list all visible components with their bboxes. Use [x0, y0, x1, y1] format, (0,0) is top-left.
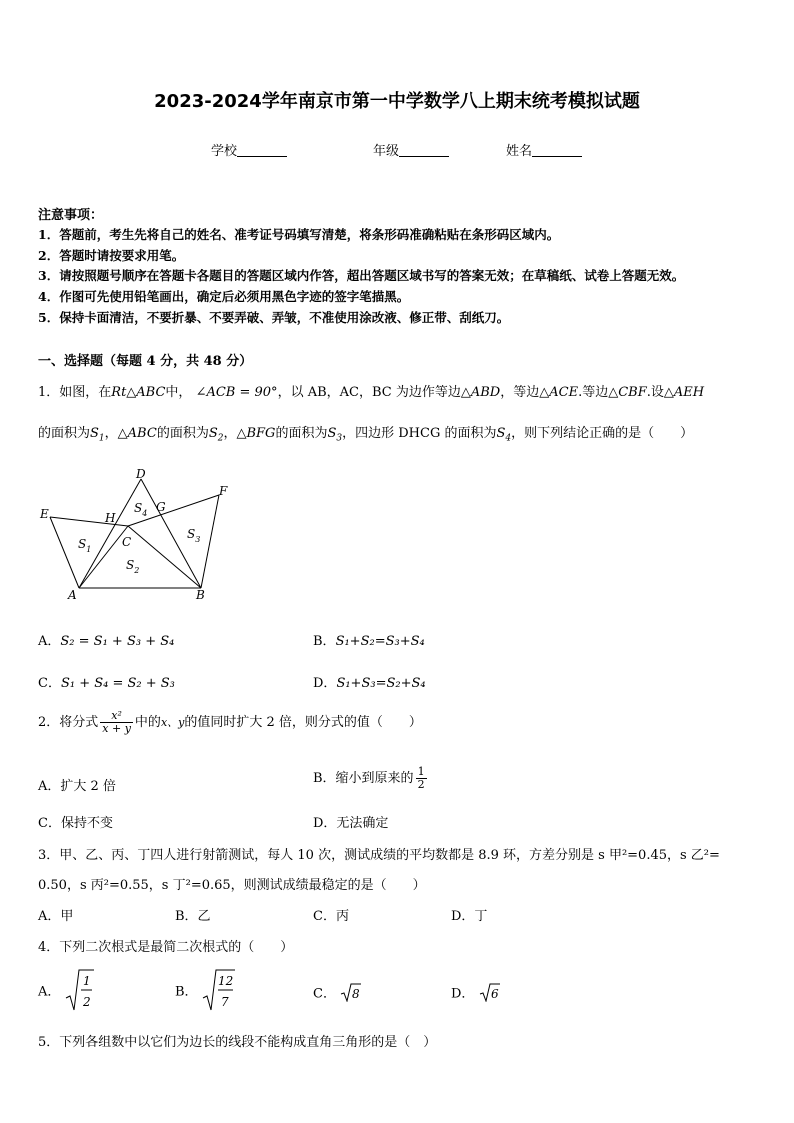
question-1-option-a: A．S₂ = S₁ + S₃ + S₄	[38, 634, 175, 649]
school-blank	[237, 144, 287, 157]
question-3-line-2: 0.50，s 丙²=0.55，s 丁²=0.65，则测试成绩最稳定的是（ ）	[38, 878, 426, 893]
svg-text:1: 1	[82, 974, 91, 988]
note-item: 3．请按照题号顺序在答题卡各题目的答题区域内作答，超出答题区域书写的答案无效；在草稿纸、试卷上答题无效。	[38, 268, 685, 283]
question-1-line-1: 1．如图，在Rt△ABC中， ∠ACB = 90°，以 AB，AC，BC 为边作等边△ABD，等边△ACE.等边△CBF.设△AEH	[38, 385, 705, 400]
label-g: G	[156, 500, 166, 514]
svg-text:6: 6	[490, 987, 499, 1001]
label-h: H	[105, 511, 116, 525]
question-1-option-c: C．S₁ + S₄ = S₂ + S₃	[38, 676, 175, 691]
question-1-figure	[36, 462, 236, 607]
fraction: $\frac{1}{2}$	[417, 765, 425, 792]
segment-fb	[201, 495, 219, 588]
svg-text:7: 7	[220, 995, 229, 1009]
label-b: B	[196, 588, 205, 602]
label-s1: $S_1$	[78, 537, 92, 554]
label-s2: $S_2$	[126, 558, 140, 575]
school-field	[211, 140, 287, 159]
grade-blank	[399, 144, 449, 157]
label-s4: $S_4$	[134, 501, 148, 518]
note-item: 5．保持卡面清洁，不要折暴、不要弄破、弄皱，不准使用涂改液、修正带、刮纸刀。	[38, 310, 510, 325]
question-4-option-b: B． 12 7	[175, 968, 236, 1012]
question-2-option-c: C．保持不变	[38, 816, 113, 831]
label-d: D	[136, 467, 146, 481]
sqrt-number	[479, 982, 501, 1002]
question-2-option-d: D．无法确定	[313, 816, 389, 831]
sqrt-fraction	[65, 968, 95, 1012]
svg-text:12: 12	[217, 974, 233, 988]
question-3-option-a: A．甲	[38, 909, 74, 924]
note-item: 4．作图可先使用铅笔画出，确定后必须用黑色字迹的签字笔描黑。	[38, 289, 410, 304]
segment-ae	[50, 517, 79, 588]
notes-heading: 注意事项：	[38, 208, 104, 223]
note-item: 1．答题前，考生先将自己的姓名、准考证号码填写清楚，将条形码准确粘贴在条形码区域内。	[38, 227, 560, 242]
section-title: 一、选择题（每题 4 分，共 48 分）	[38, 354, 253, 369]
question-1-line-2: 的面积为$S_1$，△ABC的面积为$S_2$，△BFG的面积为$S_3$，四边形 DHCG 的面积为$S_4$，则下列结论正确的是（ ）	[38, 426, 694, 444]
svg-text:2: 2	[82, 995, 91, 1009]
grade-label: 年级	[373, 144, 400, 159]
school-label: 学校	[211, 144, 238, 159]
svg-text:8: 8	[352, 987, 360, 1001]
label-s3: $S_3$	[187, 527, 201, 544]
fraction: $\frac{\text{x²}}{x + y}$	[102, 709, 131, 736]
label-a: A	[68, 588, 77, 602]
segment-ac	[79, 526, 128, 588]
label-f: F	[219, 484, 228, 498]
label-c: C	[122, 535, 132, 549]
question-4-option-a: A． 1 2	[38, 968, 95, 1012]
question-4-option-d: D． 6	[451, 982, 501, 1002]
grade-field	[373, 140, 449, 159]
name-blank	[532, 144, 582, 157]
sqrt-fraction	[202, 968, 236, 1012]
label-e: E	[40, 507, 49, 521]
sqrt-number	[340, 982, 362, 1002]
name-field	[506, 140, 582, 159]
note-item: 2．答题时请按要求用笔。	[38, 248, 185, 263]
question-5-stem: 5．下列各组数中以它们为边长的线段不能构成直角三角形的是（ ）	[38, 1035, 437, 1050]
question-3-option-d: D．丁	[451, 909, 488, 924]
question-3-option-b: B．乙	[175, 909, 211, 924]
question-3-line-1: 3．甲、乙、丙、丁四人进行射箭测试，每人 10 次，测试成绩的平均数都是 8.9 环，方差分别是 s 甲²=0.45，s 乙²=	[38, 848, 720, 863]
question-2-option-b: B．缩小到原来的 $\frac{1}{2}$	[313, 765, 425, 792]
question-4-stem: 4．下列二次根式是最简二次根式的（ ）	[38, 940, 294, 955]
question-3-option-c: C．丙	[313, 909, 349, 924]
name-label: 姓名	[506, 144, 533, 159]
question-1-option-d: D．S₁+S₃=S₂+S₄	[313, 676, 426, 691]
question-2-stem: 2．将分式 $\frac{\text{x²}}{x + y}$ 中的x、y的值同时扩大 2 倍，则分式的值（ ）	[38, 709, 422, 736]
question-4-option-c: C． 8	[313, 982, 362, 1002]
page-title: 2023-2024学年南京市第一中学数学八上期末统考模拟试题	[154, 91, 640, 112]
question-1-option-b: B．S₁+S₂=S₃+S₄	[313, 634, 425, 649]
question-2-option-a: A．扩大 2 倍	[38, 779, 116, 794]
